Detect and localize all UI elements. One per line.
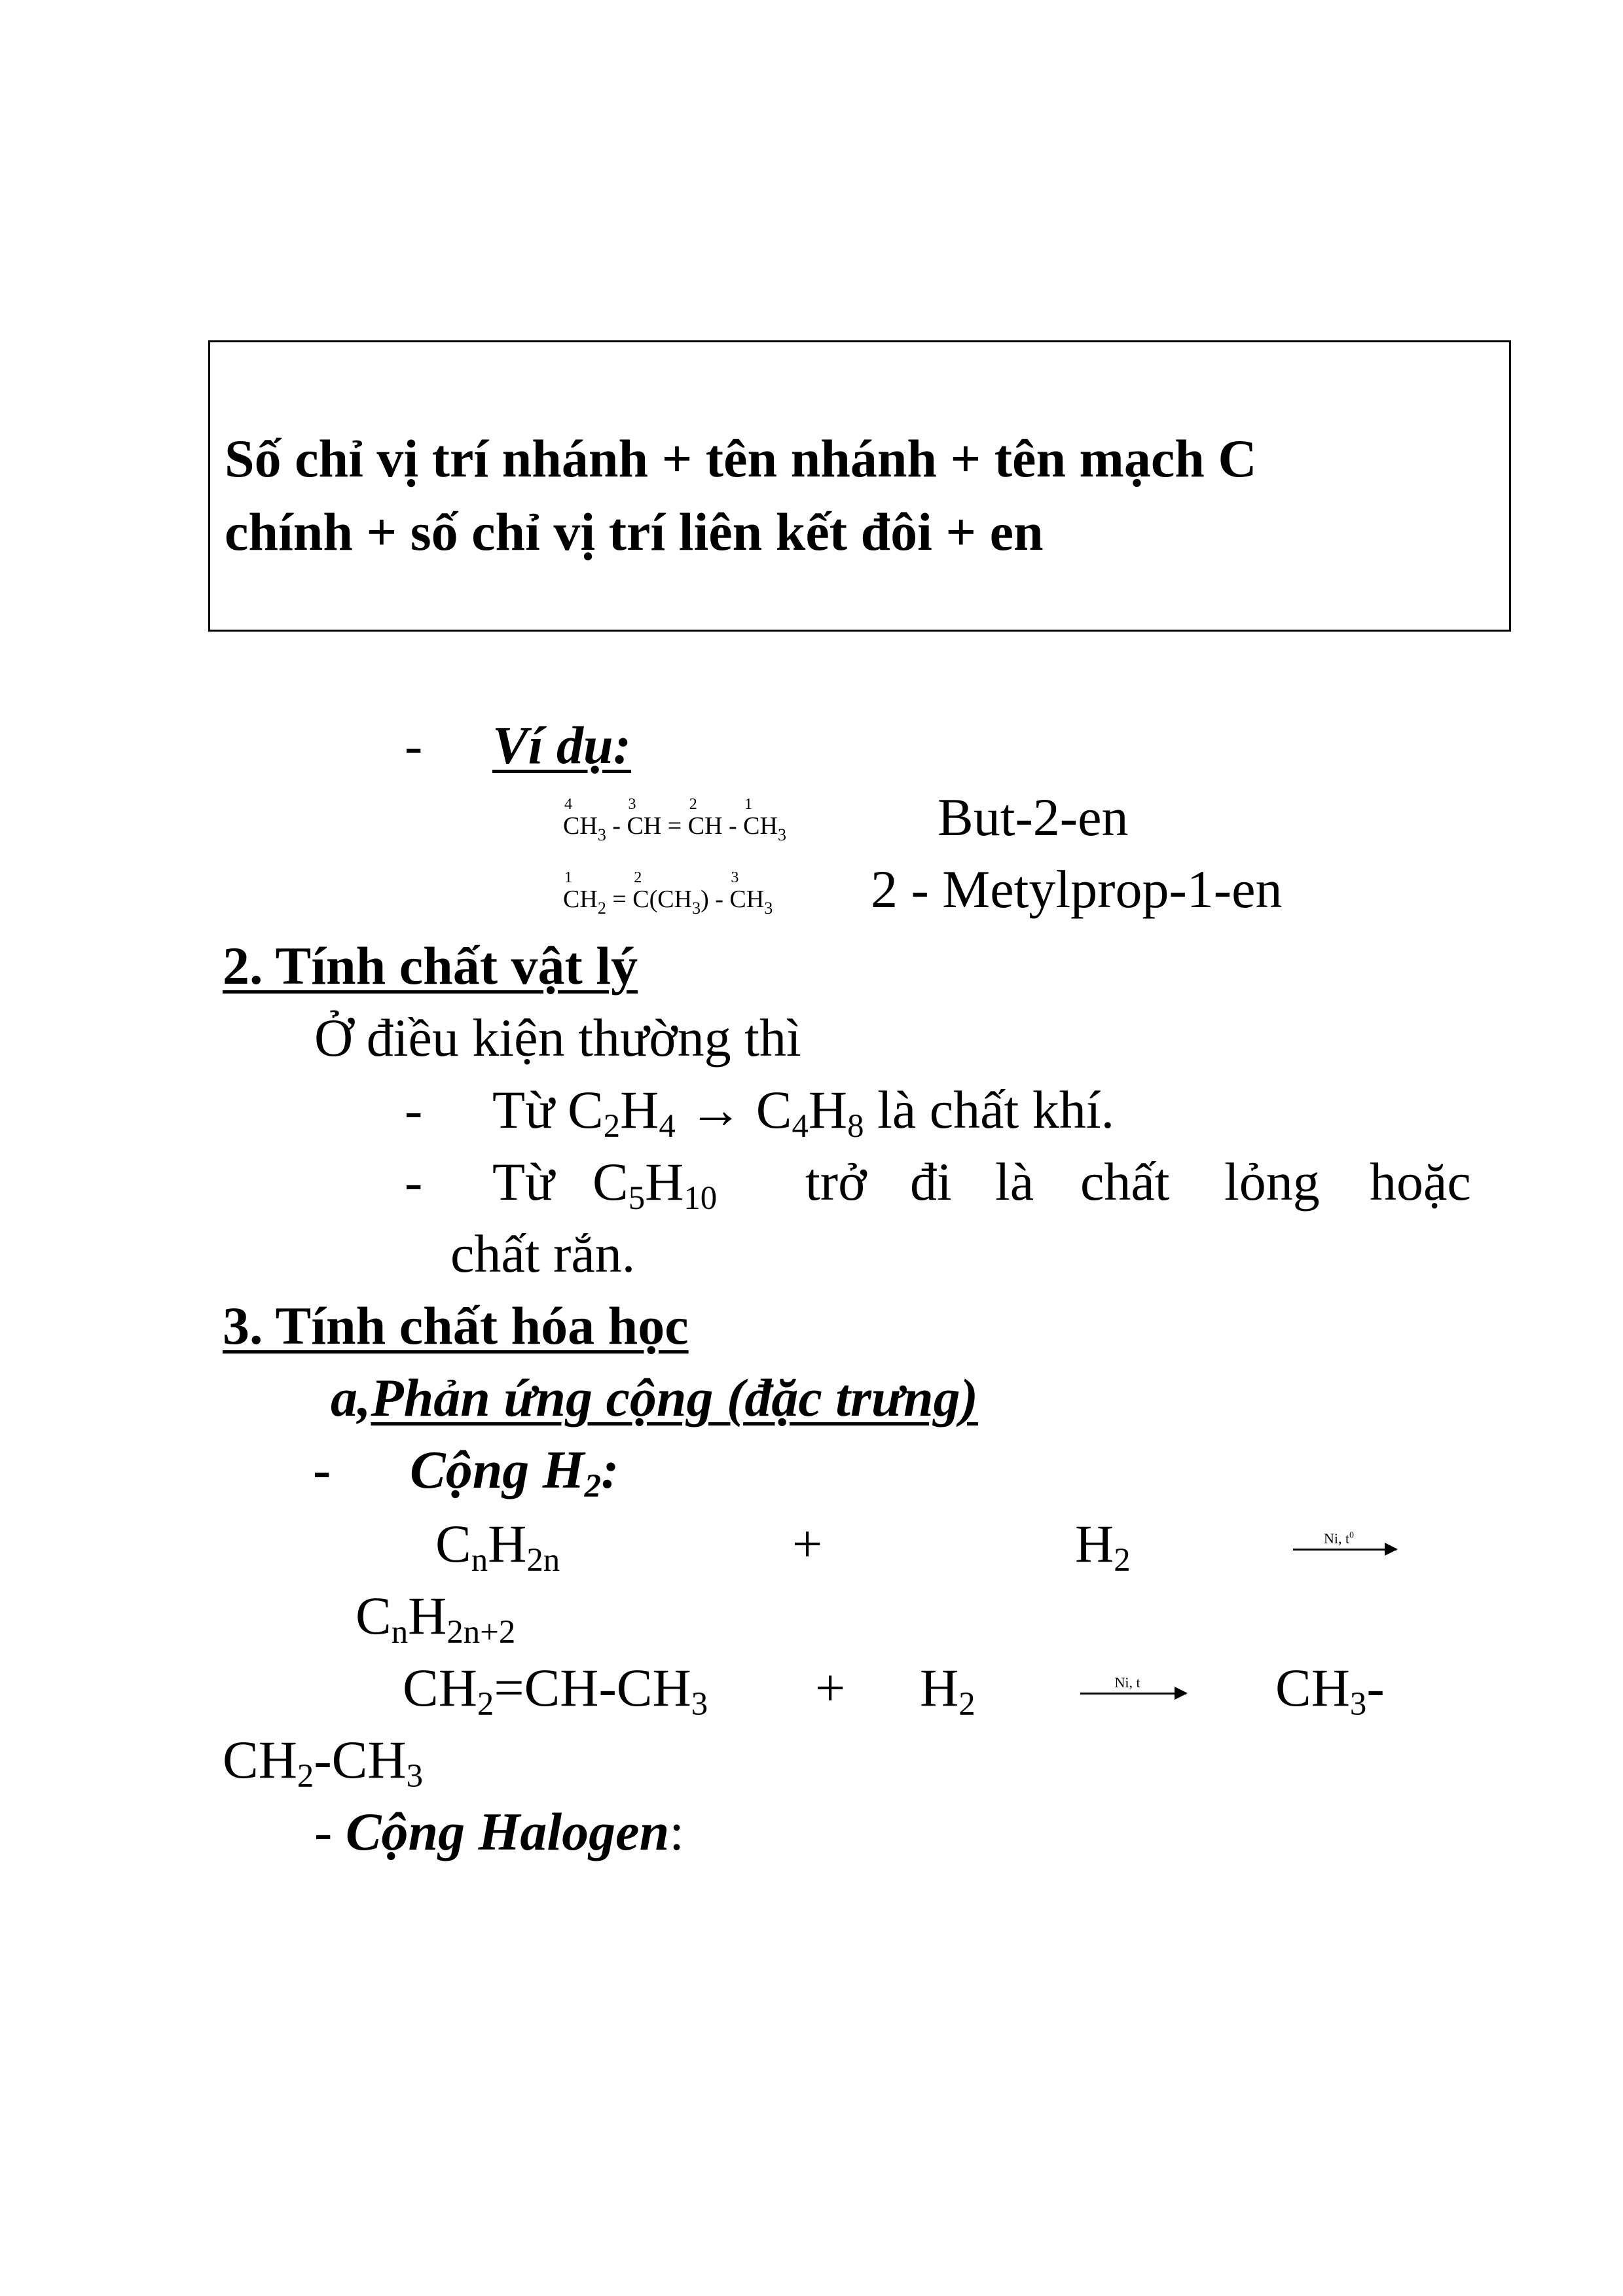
h2-addition-heading: Cộng $H_2$: [410,1440,619,1505]
gas-range-text: Từ $C_2H_4 \to C_4H_8$ là chất khí. [492,1080,1115,1145]
carbon-3: 3 C [627,796,644,840]
carbon-1: 1 C [743,796,760,840]
reactant-hydrogen: $H_2$ [1075,1514,1131,1579]
formula-metylprop-1-en: 1 $CH_2$ = 2 $C(CH_3)$ - 3 $CH_3$ [563,869,773,918]
carbon-2: 2 C [632,869,649,913]
section-3-heading: 3. Tính chất hóa học [223,1296,689,1355]
section-2-intro: Ở điều kiện thường thì [314,1008,801,1067]
section-2-heading: 2. Tính chất vật lý [223,936,638,996]
halogen-addition-heading: - Cộng Halogen: [314,1802,684,1861]
catalyst-label: Ni, $t^0$ [1324,1530,1354,1547]
product-propane-part-2: $CH_2-CH_3$ [223,1730,423,1795]
naming-rule-line-1: Số chỉ vị trí nhánh + tên nhánh + tên mạch C [225,429,1257,488]
carbon-2: 2 C [687,796,705,840]
word-hoac: hoặc [1370,1152,1471,1211]
list-dash: - [313,1440,331,1499]
carbon-1: 1 C [563,869,580,913]
word-tro: trở [805,1152,867,1211]
product-alkane: $C_nH_{2n+2}$ [356,1586,516,1651]
product-propane-part-1: $CH_3-$ [1275,1658,1385,1723]
reactant-hydrogen: $H_2$ [920,1658,976,1723]
liquid-solid-continuation: chất rắn. [450,1224,636,1283]
formula-c5h10: $C_5H_{10}$ [593,1152,718,1217]
naming-rule-line-2: chính + số chỉ vị trí liên kết đôi + en [225,502,1044,562]
example-dash: - [405,715,423,775]
example-heading: Ví dụ: [492,715,631,775]
carbon-3: 3 C [729,869,746,913]
list-dash: - [405,1152,423,1211]
plus-sign: + [792,1514,823,1573]
reactant-propene: $CH_2=CH-CH_3$ [403,1658,708,1723]
list-dash: - [405,1080,423,1139]
plus-sign: + [815,1658,846,1717]
formula-1-name: But-2-en [938,787,1129,847]
word-chat: chất [1080,1152,1170,1211]
naming-rule-box [208,340,1511,632]
formula-but-2-en: 4 $CH_3$ - 3 CH = 2 CH - 1 $CH_3$ [563,796,786,844]
word-di: đi [910,1152,952,1211]
catalyst-label: Ni, t [1114,1674,1140,1691]
word-la: là [995,1152,1034,1211]
formula-2-name: 2 - Metylprop-1-en [871,859,1283,919]
reaction-arrow [1293,1532,1396,1551]
reactant-alkene: $C_nH_{2n}$ [435,1514,560,1579]
word-long: lỏng [1224,1152,1320,1211]
addition-reaction-heading: a,Phản ứng cộng (đặc trưng) [331,1368,978,1427]
carbon-4: 4 C [563,796,580,840]
naming-rule-text [225,422,1508,569]
word-tu: Từ [492,1152,555,1211]
reaction-arrow [1080,1676,1186,1695]
